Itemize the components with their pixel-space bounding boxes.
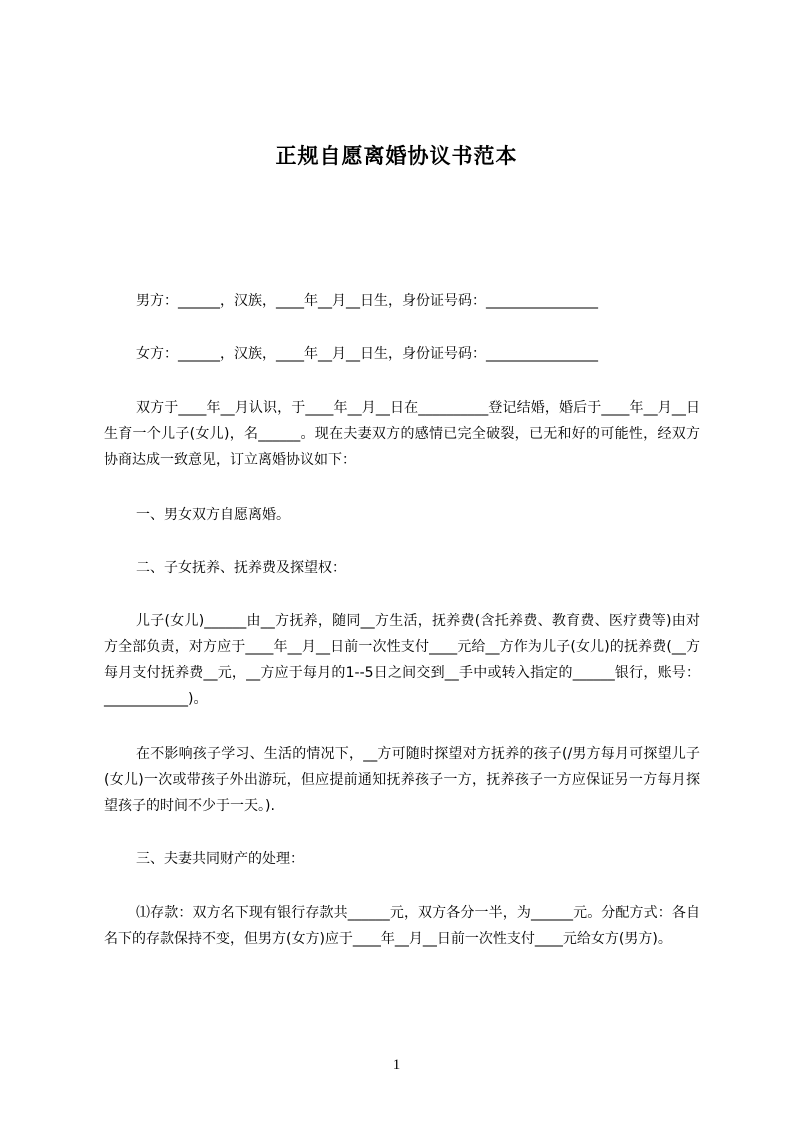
deposit-paragraph: ⑴存款：双方名下现有银行存款共______元，双方各分一半，为______元。分配方式：各自名下的存款保持不变，但男方(女方)应于____年__月__日前一次性支付____元给女方(男方)。: [104, 905, 700, 947]
page-number: 1: [392, 1057, 401, 1073]
party-male-line: 男方：______，汉族，____年__月__日生，身份证号码：________________: [136, 293, 598, 309]
custody-paragraph: 儿子(女儿)______由__方抚养，随同__方生活，抚养费(含托养费、教育费、医疗费等)由对方全部负责，对方应于____年__月__日前一次性支付____元给__方作为儿子(女儿)的抚养费(__方每月支付抚养费__元，__方应于每月的1--5日之间交到__手中或转入指定的______银行，账号：____________)。: [104, 613, 700, 707]
visitation-paragraph: 在不影响孩子学习、生活的情况下，__方可随时探望对方抚养的孩子(/男方每月可探望儿子(女儿)一次或带孩子外出游玩，但应提前通知抚养孩子一方，抚养孩子一方应保证另一方每月探望孩子的时间不少于一天。).: [104, 746, 700, 814]
clause-1-heading: 一、男女双方自愿离婚。: [136, 507, 290, 523]
clause-3-heading: 三、夫妻共同财产的处理：: [136, 851, 304, 867]
party-female-line: 女方：______，汉族，____年__月__日生，身份证号码：________________: [136, 346, 598, 362]
clause-2-heading: 二、子女抚养、抚养费及探望权：: [136, 560, 346, 576]
preamble-paragraph: 双方于____年__月认识，于____年__月__日在__________登记结婚，婚后于____年__月__日生育一个儿子(女儿)，名______。现在夫妻双方的感情已完全破裂，已无和好的可能性，经双方协商达成一致意见，订立离婚协议如下：: [104, 400, 700, 468]
document-title: 正规自愿离婚协议书范本: [275, 144, 518, 168]
